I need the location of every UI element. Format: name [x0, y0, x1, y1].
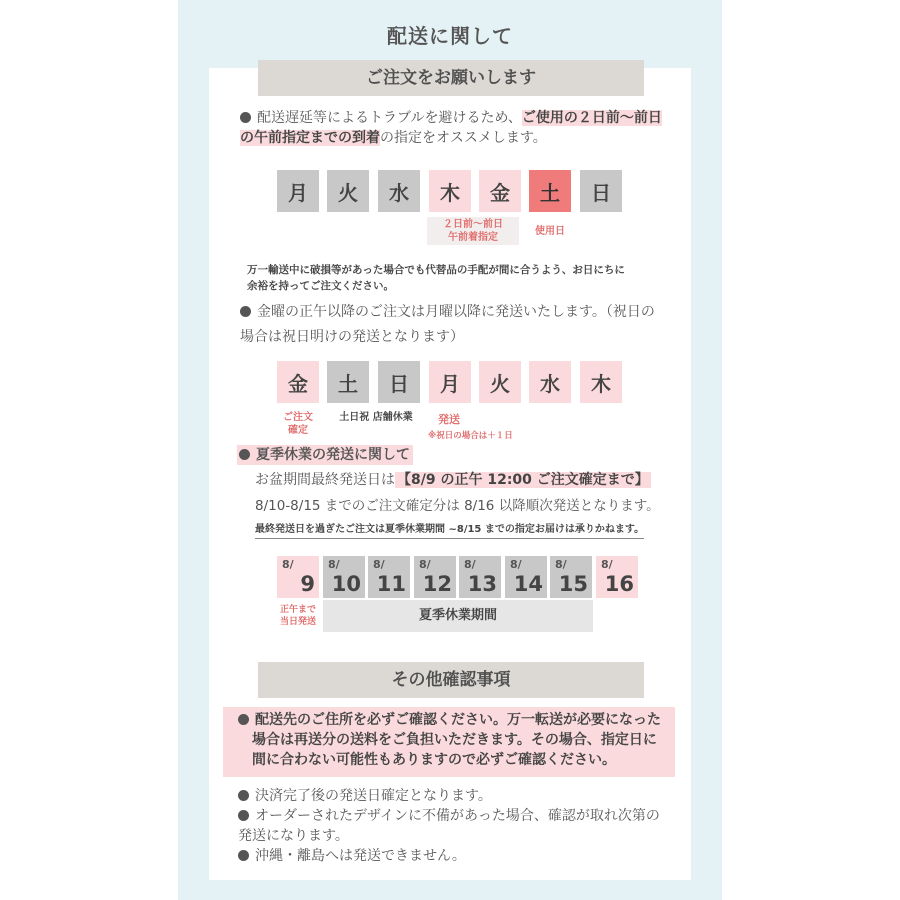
day-mon: 月	[277, 170, 319, 212]
label-delivery-window: ２日前〜前日 午前着指定	[427, 217, 519, 245]
day-thu: 木	[429, 170, 471, 212]
bullet-icon	[238, 790, 249, 801]
bullet-design-line2: 発送になります。	[238, 828, 349, 844]
label-same-day-ship: 正午まで 当日発送	[279, 605, 316, 627]
day2-sun: 日	[378, 361, 420, 403]
bullet-icon	[239, 449, 250, 460]
label-holiday-note: ※祝日の場合は＋１日	[428, 431, 513, 441]
note-margin-line2: 余裕を持ってご注文ください。	[247, 280, 394, 292]
day2-sat: 土	[327, 361, 369, 403]
date-8-14: 8/ 14	[505, 556, 547, 598]
bullet-icon	[238, 714, 249, 725]
day-sat-use-day: 土	[529, 170, 571, 212]
notice-line2: 場合は再送分の送料をご負担いただきます。その場合、指定日に	[252, 732, 657, 748]
day-tue: 火	[327, 170, 369, 212]
highlight-text: の午前指定までの到着	[240, 130, 380, 146]
highlight-deadline: 【8/9 の正午 12:00 ご注文確定まで】	[397, 472, 649, 488]
summer-line1: お盆期間最終発送日は 【8/9 の正午 12:00 ご注文確定まで】	[255, 472, 649, 488]
day2-mon: 月	[429, 361, 471, 403]
bullet-icon	[238, 850, 249, 861]
date-8-16: 8/ 16	[596, 556, 638, 598]
notice-line3: 間に合わない可能性もありますので必ずご確認ください。	[252, 752, 616, 768]
day-fri: 金	[479, 170, 521, 212]
notice-line1: 配送先のご住所を必ずご確認ください。万一転送が必要になった	[238, 710, 661, 730]
day2-thu: 木	[580, 361, 622, 403]
order-paragraph-line2: の午前指定までの到着の指定をオススメします。	[240, 130, 547, 146]
summer-title: 夏季休業の発送に関して	[237, 445, 413, 465]
label-ship: 発送	[438, 413, 460, 426]
note-margin-line1: 万一輸送中に破損等があった場合でも代替品の手配が間に合うよう、お日にちに	[247, 264, 625, 276]
summer-line3: 最終発送日を過ぎたご注文は夏季休業期間 ~8/15 までの指定お届けは承りかねます。	[255, 522, 644, 539]
order-paragraph-line1: 配送遅延等によるトラブルを避けるため、ご使用の２日前〜前日	[240, 108, 662, 128]
summer-line2: 8/10-8/15 までのご注文確定分は 8/16 以降順次発送となります。	[255, 498, 660, 514]
label-order-confirmed: ご注文 確定	[283, 412, 313, 436]
day2-tue: 火	[479, 361, 521, 403]
day2-fri: 金	[277, 361, 319, 403]
day2-wed: 水	[529, 361, 571, 403]
date-8-12: 8/ 12	[414, 556, 456, 598]
day-wed: 水	[378, 170, 420, 212]
date-8-13: 8/ 13	[459, 556, 501, 598]
highlight-text: ご使用の２日前〜前日	[521, 110, 662, 126]
date-8-11: 8/ 11	[368, 556, 410, 598]
section-header-other: その他確認事項	[258, 662, 644, 698]
bullet-icon	[240, 306, 251, 317]
bullet-icon	[238, 810, 249, 821]
friday-paragraph-line2: 場合は祝日明けの発送となります）	[240, 329, 464, 345]
label-store-closed: 土日祝 店舗休業	[339, 412, 413, 423]
section-header-order: ご注文をお願いします	[258, 60, 644, 96]
bullet-okinawa: 沖縄・離島へは発送できません。	[238, 846, 466, 866]
day-sun: 日	[580, 170, 622, 212]
label-use-day: 使用日	[535, 226, 565, 237]
bullet-icon	[240, 112, 251, 123]
page-title: 配送に関して	[387, 24, 513, 48]
date-8-15: 8/ 15	[550, 556, 592, 598]
bullet-payment: 決済完了後の発送日確定となります。	[238, 786, 492, 806]
friday-paragraph-line1: 金曜の正午以降のご注文は月曜以降に発送いたします。（祝日の	[240, 302, 655, 322]
summer-holiday-bar: 夏季休業期間	[323, 600, 593, 632]
date-8-9: 8/ 9	[277, 556, 319, 598]
date-8-10: 8/ 10	[323, 556, 365, 598]
bullet-design-line1: オーダーされたデザインに不備があった場合、確認が取れ次第の	[238, 806, 660, 826]
